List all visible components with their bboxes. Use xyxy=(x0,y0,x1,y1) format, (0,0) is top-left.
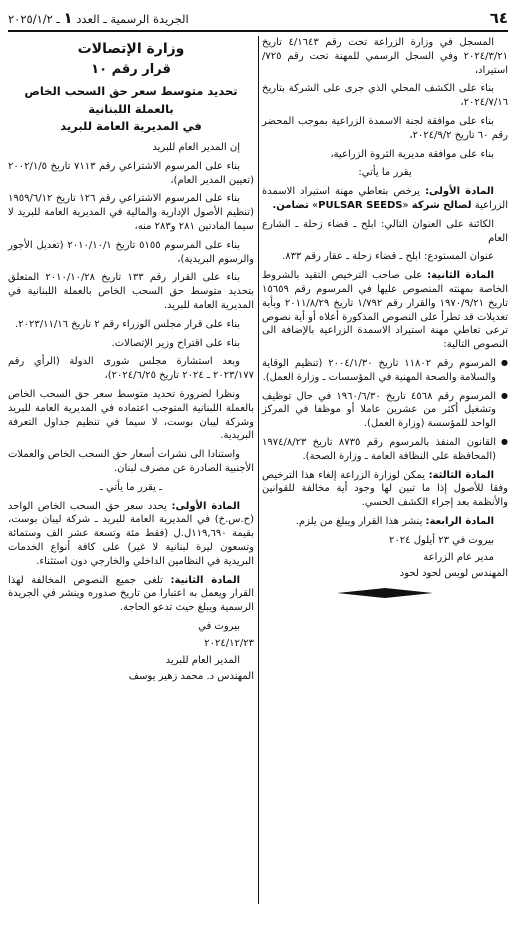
article-4 xyxy=(262,515,508,529)
intro-line: إن المدير العام للبريد xyxy=(152,142,240,153)
page-header xyxy=(8,6,508,32)
list-item: ● القانون المنفذ بالمرسوم رقم ٨٧٣٥ تاريخ ١٩٧٤/٨/٢٣ (المحافظة على النظافة العامة ـ وزارة الصحة). xyxy=(262,436,508,464)
subject-line-2: بالعملة اللبنانية xyxy=(88,101,174,116)
article-1-company-en: PULSAR SEEDS xyxy=(318,199,403,211)
journal-title xyxy=(8,8,189,29)
article-1: المادة الأولى: يرخص بتعاطي مهنة استيراد الاسمدة الزراعية لصالح شركة «PULSAR SEEDS» تضامن. xyxy=(262,186,508,211)
end-ornament-icon xyxy=(335,587,435,599)
article-4-label: المادة الرابعة: xyxy=(425,515,494,527)
legal-basis-2: بناء على المرسوم الاشتراعي رقم ١٢٦ تاريخ ١٩٥٩/٦/١٢ (تنظيم الأصول الإدارية والمالية في المديرية العامة للبريد لا سيما المادتين ٢٨١ و٢٨٣ منه، xyxy=(8,193,254,232)
article-1-company-ar: لصالح شركة xyxy=(411,199,472,211)
list-item: ● المرسوم رقم ١١٨٠٢ تاريخ ٢٠٠٤/١/٣٠ (تنظيم الوقاية والسلامة والصحة المهنية في المؤسسات ـ وزارة العمل). xyxy=(262,357,508,385)
article-3 xyxy=(262,469,508,510)
decision-number: قرار رقم ١٠ xyxy=(91,62,171,78)
related-decrees-list xyxy=(262,357,508,464)
page-number: ٦٤ xyxy=(489,8,508,27)
article-1-text-a: يرخص بتعاطي مهنة استيراد الاسمدة الزراعية xyxy=(262,186,508,211)
article-1 xyxy=(8,500,254,569)
issue-number: ١ xyxy=(63,8,73,27)
signer-title: المدير العام للبريد xyxy=(165,654,240,666)
ministry-title: وزارة الإتصالات xyxy=(77,41,185,57)
committee-paragraph: بناء على موافقة لجنة الاسمدة الزراعية بموجب المحضر رقم ٦٠ تاريخ ٢٠٢٤/٩/٢، xyxy=(262,115,508,141)
article-2-text: على صاحب الترخيص التقيد بالشروط الخاصة بمهنته المنصوص عليها في المرسوم رقم ١٥٦٥٩ تاريخ ١٩٧٠/٩/٢١ والقرار رقم ١/٧٩٢ تاريخ ٢٠١١/٨/٢٩ وبأية تعديلات قد تطرأ على النصوص المذكورة أعلاه أو أية نصوص ترعى تعاطي مهنة استيراد الاسمدة الزراعية بالإضافة الى النصوص التالية: xyxy=(262,270,509,351)
article-1-text: يحدد سعر حق السحب الخاص الواحد (ح.س.خ) في المديرية العامة للبريد ـ شركة ليبان بوست، بقيمة ١١٩,٦٩٠ل.ل (فقط مئة وتسعة عشر الف وستمائة وتسعون ليرة لبنانية لا غير) على كافة أنواع الخدمات البريدية في النظامين الداخلي والخارجي دون استثناء. xyxy=(8,500,255,567)
article-2 xyxy=(8,574,254,615)
article-1-text-b: تضامن. xyxy=(272,199,309,211)
decides-line: يقرر ما يأتي: xyxy=(358,167,412,179)
decides-line: ـ يقرر ما يأتي ـ xyxy=(99,481,163,493)
company-address: الكائنة على العنوان التالي: ابلح ـ قضاء زحلة ـ الشارع العام xyxy=(262,218,508,244)
signer-title: مدير عام الزراعة xyxy=(423,551,494,563)
list-item: ● المرسوم رقم ٤٥٦٨ تاريخ ١٩٦٠/٦/٣٠ في حال توظيف وتشغيل أكثر من عشرين عاملا أو موظفا في المركز الواحد للمؤسسة (وزارة العمل). xyxy=(262,390,508,431)
legal-basis-5: بناء على قرار مجلس الوزراء رقم ٢ تاريخ ٢٠٢٣/١١/١٦. xyxy=(15,318,240,330)
registration-paragraph: المسجل في وزارة الزراعة تحت رقم ٤/١٦٤٣ تاريخ ٢٠٢٤/٣/٢١ وفي السجل الرسمي للمهنة تحت رقم ٧٢٥/استيراد، xyxy=(262,37,508,76)
left-column xyxy=(8,36,254,926)
legal-basis-7: وبعد استشارة مجلس شورى الدولة (الرأي رقم ٢٠٢٣/١٧٧ ـ ٢٠٢٤ تاريخ ٢٠٢٤/٦/٢٥)، xyxy=(8,356,254,382)
article-3-label: المادة الثالثة: xyxy=(428,469,494,481)
subject-line-1: تحديد متوسط سعر حق السحب الخاص xyxy=(24,84,238,99)
decision-date: ٢٠٢٤/١٢/٢٣ xyxy=(204,637,254,649)
inspection-paragraph: بناء على الكشف المحلي الذي جرى على الشركة بتاريخ ٢٠٢٤/٧/١٦، xyxy=(262,83,508,109)
legal-basis-8: ونظرا لضرورة تحديد متوسط سعر حق السحب الخاص بالعملة اللبنانية المتوجب اعتماده في المديرية العامة للبريد وشركة ليبان بوست، لا سيما في تنظيم جداول التعرفة البريدية. xyxy=(8,388,254,442)
directorate-paragraph: بناء على موافقة مديرية الثروة الزراعية، xyxy=(330,148,494,160)
place-date-line: بيروت في xyxy=(198,620,240,632)
signer-name: المهندس د. محمد زهير يوسف xyxy=(128,671,254,683)
legal-basis-6: بناء على اقتراح وزير الإتصالات. xyxy=(111,337,240,349)
legal-basis-1: بناء على المرسوم الاشتراعي رقم ٧١١٣ تاريخ ٢٠٠٢/١/٥ (تعيين المدير العام)، xyxy=(8,160,254,186)
article-3-text: يمكن لوزارة الزراعة إلغاء هذا الترخيص وفقا للأصول إذا ما تبين لها وجود أية مخالفة للقوانين والأنظمة بعد إجراء الكشف الحسي. xyxy=(262,469,508,509)
warehouse-address: عنوان المستودع: ابلح ـ قضاء زحلة ـ عقار رقم ٨٣٣. xyxy=(282,251,494,263)
subject-line-3: في المديرية العامة للبريد xyxy=(60,118,202,133)
article-1-label: المادة الأولى: xyxy=(425,186,494,198)
article-2 xyxy=(262,269,508,352)
issue-date: ـ ٢٠٢٥/١/٢ xyxy=(8,11,60,26)
article-2-label: المادة الثانية: xyxy=(427,270,494,282)
journal-name: الجريدة الرسمية ـ العدد xyxy=(76,11,189,26)
article-1-label: المادة الأولى: xyxy=(171,500,240,512)
article-2-text: تلغى جميع النصوص المخالفة لهذا القرار ويعمل به اعتبارا من تاريخ صدوره وينشر في الجريدة الرسمية ويبلغ حيث تدعو الحاجة. xyxy=(8,574,254,614)
column-divider xyxy=(258,36,259,904)
right-column xyxy=(262,36,508,926)
legal-basis-9: واستنادا الى نشرات أسعار حق السحب الخاص والعملات الأجنبية الصادرة عن مصرف لبنان. xyxy=(8,449,254,474)
decision-subject xyxy=(8,83,254,135)
legal-basis-4: بناء على القرار رقم ١٣٣ تاريخ ٢٠١٠/١٠/٢٨ المتعلق بتحديد متوسط حق السحب الخاص بالعملة اللبنانية في المديرية العامة للبريد. xyxy=(8,272,254,311)
legal-basis-3: بناء على المرسوم ٥١٥٥ تاريخ ٢٠١٠/١٠/١ (تعديل الأجور والرسوم البريدية)، xyxy=(8,239,254,265)
signer-name: المهندس لويس لحود لحود xyxy=(399,568,508,580)
article-4-text: ينشر هذا القرار ويبلغ من يلزم. xyxy=(295,515,423,527)
place-date: بيروت في ٢٣ أيلول ٢٠٢٤ xyxy=(389,534,494,546)
article-2-label: المادة الثانية: xyxy=(170,574,240,586)
